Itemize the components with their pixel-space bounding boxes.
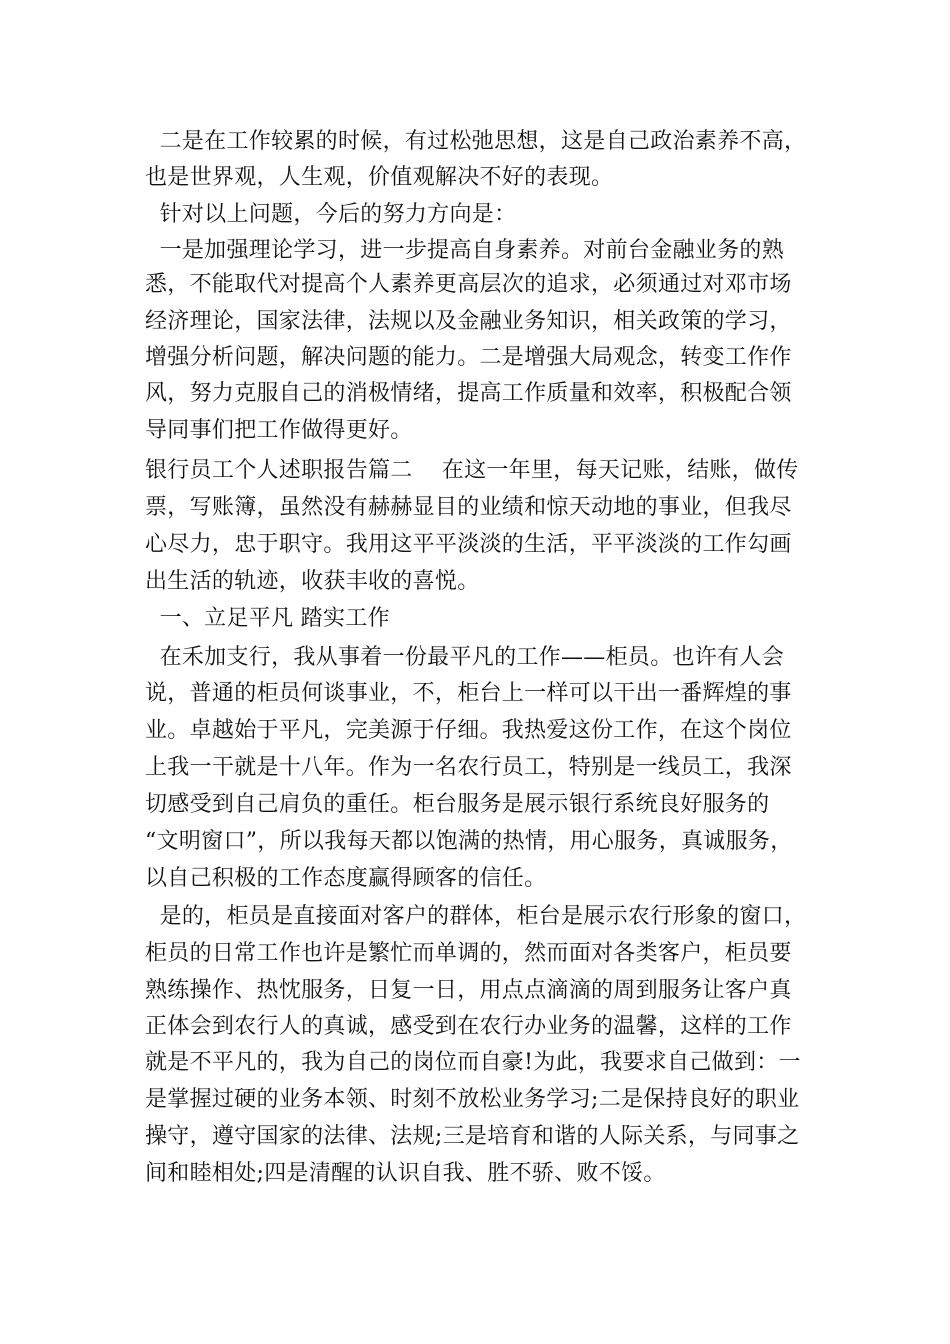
paragraph-line: 经济理论，国家法律，法规以及金融业务知识，相关政策的学习， (145, 309, 792, 334)
paragraph-line: “文明窗口”，所以我每天都以饱满的热情，用心服务，真诚服务， (145, 829, 793, 854)
paragraph-line: 票，写账簿，虽然没有赫赫显目的业绩和惊天动地的事业，但我尽 (145, 495, 792, 520)
paragraph-line: 是掌握过硬的业务本领、时刻不放松业务学习;二是保持良好的职业 (145, 1087, 800, 1112)
paragraph-line: 以自己积极的工作态度赢得顾客的信任。 (145, 866, 547, 891)
paragraph-line: 操守，遵守国家的法律、法规;三是培育和谐的人际关系，与同事之 (145, 1124, 800, 1149)
paragraph-line: 针对以上问题，今后的努力方向是： (145, 202, 517, 227)
subheading-line: 一、立足平凡 踏实工作 (145, 606, 390, 631)
paragraph-line: 出生活的轨迹，收获丰收的喜悦。 (145, 569, 480, 594)
paragraph-line: 就是不平凡的，我为自己的岗位而自豪!为此，我要求自己做到：一 (145, 1050, 801, 1075)
paragraph-line: 也是世界观，人生观，价值观解决不好的表现。 (145, 165, 614, 190)
paragraph-line: 增强分析问题，解决问题的能力。二是增强大局观念，转变工作作 (145, 345, 792, 370)
paragraph-line: 是的，柜员是直接面对客户的群体，柜台是展示农行形象的窗口， (145, 904, 807, 929)
section-heading-line: 银行员工个人述职报告篇二 在这一年里，每天记账，结账，做传 (145, 458, 799, 483)
paragraph-line: 柜员的日常工作也许是繁忙而单调的，然而面对各类客户，柜员要 (145, 941, 792, 966)
paragraph-line: 切感受到自己肩负的重任。柜台服务是展示银行系统良好服务的 (145, 792, 770, 817)
paragraph-line: 说，普通的柜员何谈事业，不，柜台上一样可以干出一番辉煌的事 (145, 681, 792, 706)
paragraph-line: 一是加强理论学习，进一步提高自身素养。对前台金融业务的熟 (145, 238, 784, 263)
paragraph-line: 业。卓越始于平凡，完美源于仔细。我热爱这份工作，在这个岗位 (145, 718, 792, 743)
paragraph-line: 风，努力克服自己的消极情绪，提高工作质量和效率，积极配合领 (145, 381, 792, 406)
paragraph-line: 正体会到农行人的真诚，感受到在农行办业务的温馨，这样的工作 (145, 1014, 792, 1039)
paragraph-line: 悉，不能取代对提高个人素养更高层次的追求，必须通过对邓市场 (145, 272, 792, 297)
paragraph-line: 间和睦相处;四是清醒的认识自我、胜不骄、败不馁。 (145, 1161, 666, 1186)
paragraph-line: 上我一干就是十八年。作为一名农行员工，特别是一线员工，我深 (145, 755, 792, 780)
paragraph-line: 二是在工作较累的时候，有过松弛思想，这是自己政治素养不高， (145, 129, 807, 154)
paragraph-line: 在禾加支行，我从事着一份最平凡的工作——柜员。也许有人会 (145, 645, 784, 670)
paragraph-line: 熟练操作、热忱服务，日复一日，用点点滴滴的周到服务让客户真 (145, 978, 792, 1003)
paragraph-line: 导同事们把工作做得更好。 (145, 418, 413, 443)
paragraph-line: 心尽力，忠于职守。我用这平平淡淡的生活，平平淡淡的工作勾画 (145, 532, 792, 557)
